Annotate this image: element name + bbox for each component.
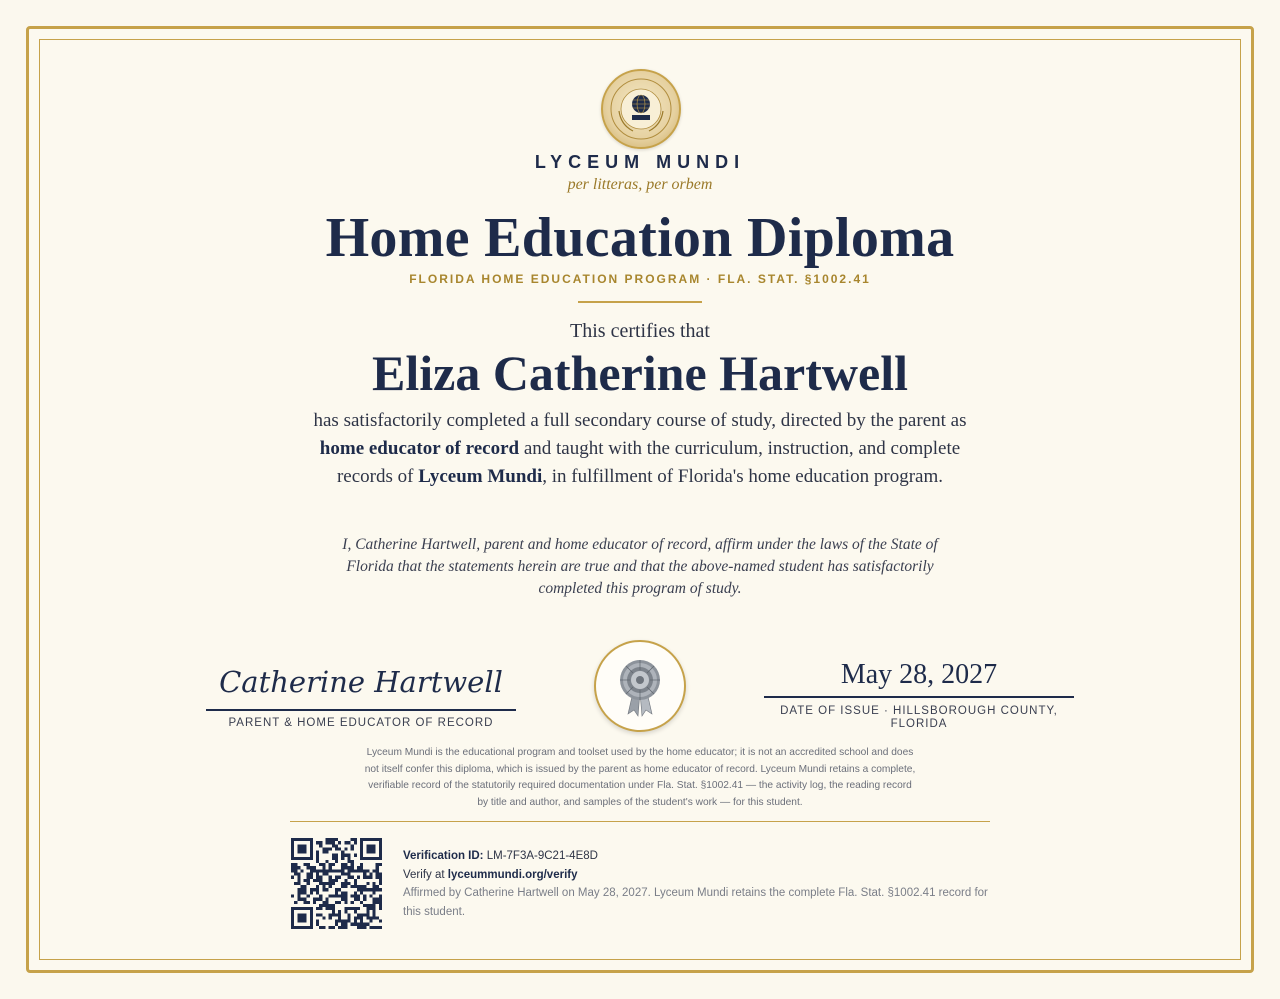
date-line <box>764 696 1074 698</box>
diploma-subtitle: FLORIDA HOME EDUCATION PROGRAM · FLA. STAT. §1002.41 <box>409 272 871 286</box>
signature-label: PARENT & HOME EDUCATOR OF RECORD <box>228 717 494 729</box>
brand-motto: per litteras, per orbem <box>567 176 713 193</box>
signature-line <box>206 709 516 711</box>
verification-block <box>403 847 1003 921</box>
lyceum-mundi-seal-icon <box>601 69 681 149</box>
certifies-text: This certifies that <box>570 320 710 342</box>
parent-signature: Catherine Hartwell <box>219 665 503 699</box>
issue-date-label: DATE OF ISSUE · HILLSBOROUGH COUNTY, FLORIDA <box>780 705 1058 730</box>
verify-url-line <box>403 866 1003 885</box>
parent-affirmation: I, Catherine Hartwell, parent and home educator of record, affirm under the laws of the State of Florida that the statements herein are true and that the above-named student has satisfactorily completed this program of study. <box>342 536 938 597</box>
student-name: Eliza Catherine Hartwell <box>372 345 908 401</box>
statement-part-3: , in fulfillment of Florida's home education program. <box>542 466 944 487</box>
verification-id-label: Verification ID: <box>403 850 484 862</box>
issue-date: May 28, 2027 <box>840 659 998 690</box>
verify-prefix: Verify at <box>403 868 445 881</box>
disclaimer-text: Lyceum Mundi is the educational program and toolset used by the home educator; it is not an accredited school and does not itself confer this diploma, which is issued by the parent as home educator of record. Lyceum Mundi retains a complete, verifiable record of the statutorily required documentation under Fla. Stat. §1002.41 — the activity log, the reading record by title and author, and samples of the student's work — for this student. <box>364 747 916 808</box>
statement-bold-lyceum: Lyceum Mundi <box>418 466 543 487</box>
verification-id-value: LM-7F3A-9C21-4E8D <box>486 850 598 862</box>
affirmation-note: Affirmed by Catherine Hartwell on May 28, 2027. Lyceum Mundi retains the complete Fla. Stat. §1002.41 record for this student. <box>403 887 988 918</box>
diploma-title: Home Education Diploma <box>325 207 955 269</box>
statement-part-2: and taught with the curriculum, instruction, and complete records of <box>336 438 961 487</box>
qr-code-icon[interactable] <box>291 838 382 929</box>
statement-part-1: has satisfactorily completed a full secondary course of study, directed by the parent as <box>313 410 967 431</box>
footer-divider <box>290 821 990 822</box>
verify-url-link[interactable]: lyceummundi.org/verify <box>447 868 578 881</box>
statement-bold-educator: home educator of record <box>319 438 520 459</box>
brand-name: LYCEUM MUNDI <box>534 152 746 172</box>
verification-id-line <box>403 847 1003 866</box>
completion-statement <box>290 407 990 491</box>
rosette-ribbon-icon <box>594 640 686 732</box>
title-divider <box>578 301 702 303</box>
